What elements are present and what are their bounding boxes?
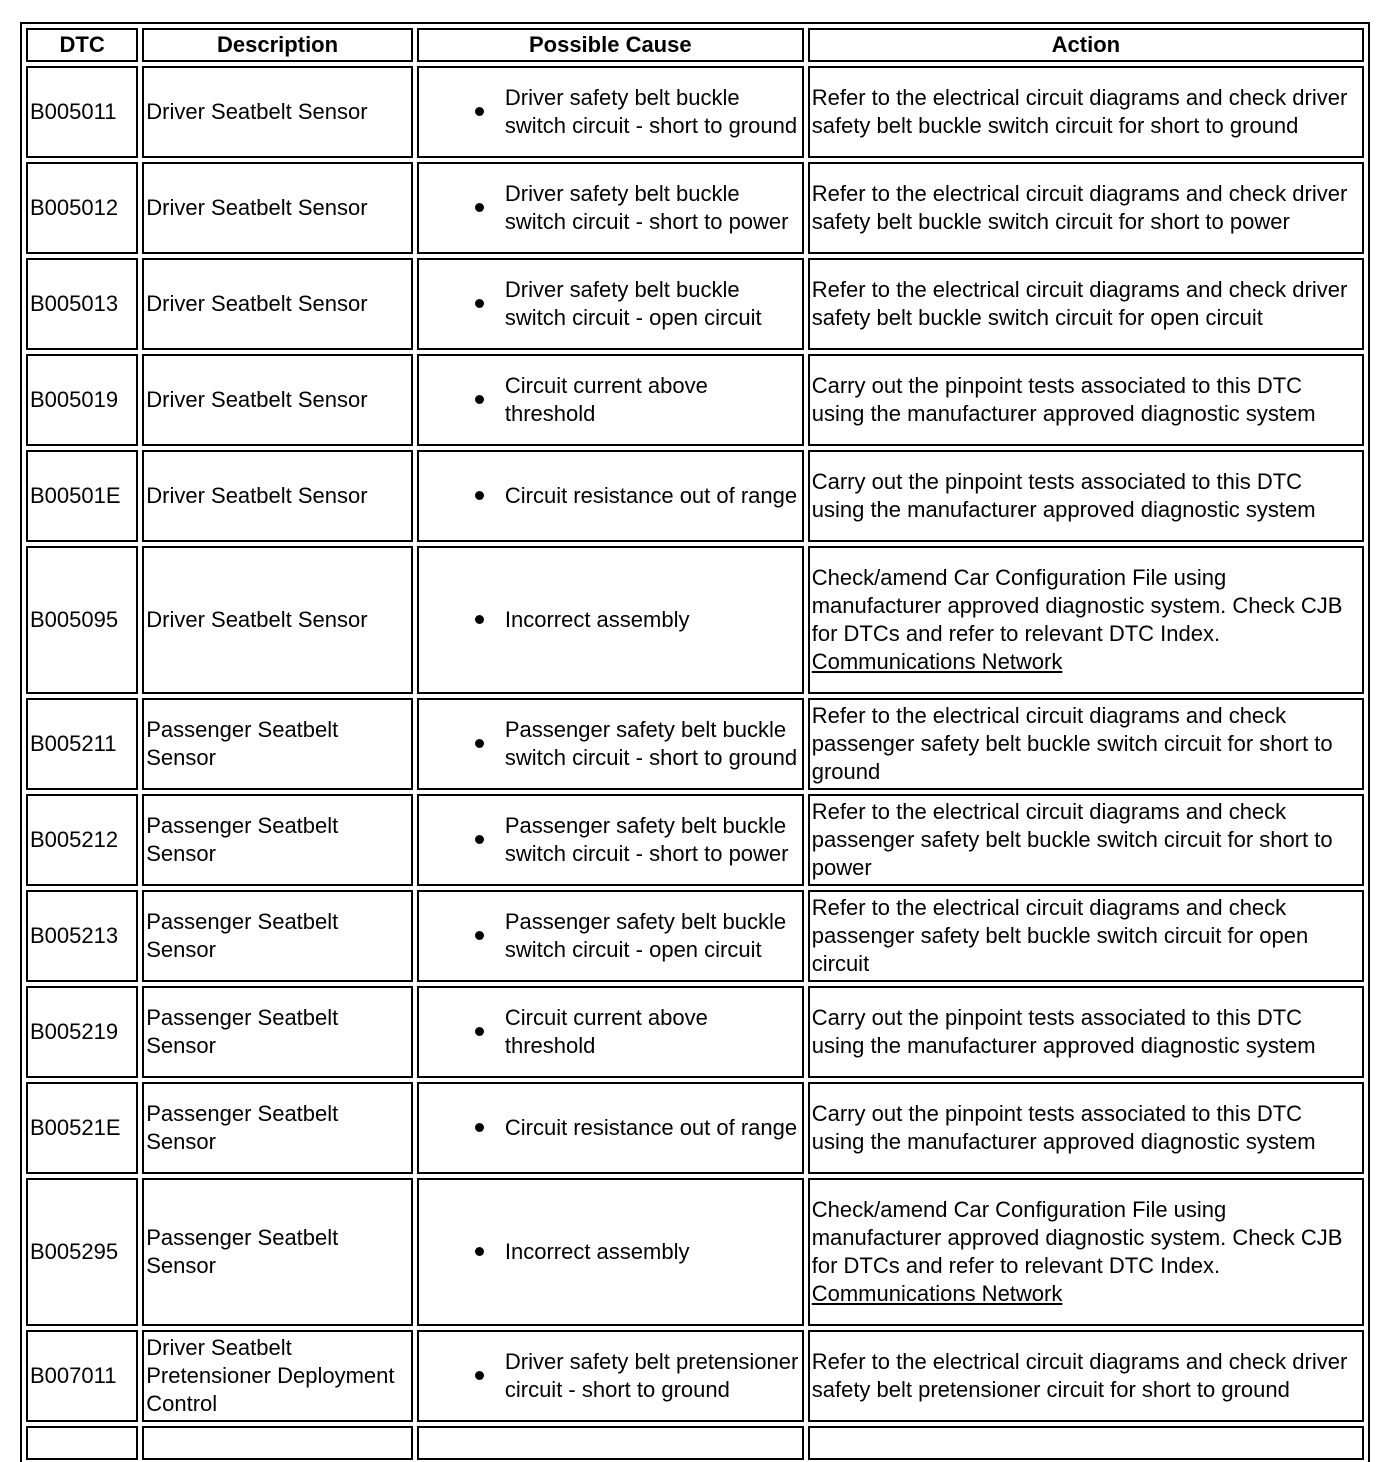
action-text: Check/amend Car Configuration File using manufacturer approved diagnostic system. Check CJB for DTCs and refer to relevant DTC Index.	[811, 1197, 1343, 1278]
dtc-table	[20, 22, 1370, 1462]
action-text: Refer to the electrical circuit diagrams and check passenger safety belt buckle switch circuit for short to ground	[811, 703, 1333, 784]
action-cell	[808, 258, 1364, 350]
possible-cause-text: Circuit current above threshold	[504, 373, 708, 426]
dtc-code: B005011	[26, 66, 138, 158]
dtc-code: B005213	[26, 890, 138, 982]
table-row	[26, 450, 1364, 542]
table-row	[26, 1178, 1364, 1326]
possible-cause-cell	[417, 450, 804, 542]
action-cell	[808, 890, 1364, 982]
header-action: Action	[808, 28, 1364, 62]
bullet-icon	[475, 835, 484, 844]
dtc-description: Driver Seatbelt Sensor	[142, 162, 413, 254]
possible-cause-text: Passenger safety belt buckle switch circuit - short to ground	[504, 717, 798, 770]
action-text: Carry out the pinpoint tests associated to this DTC using the manufacturer approved diagnostic system	[811, 1005, 1316, 1058]
dtc-description: Driver Seatbelt Pretensioner Deployment Control	[142, 1330, 413, 1422]
action-cell	[808, 794, 1364, 886]
table-row	[26, 890, 1364, 982]
possible-cause-cell	[417, 1178, 804, 1326]
table-row	[26, 546, 1364, 694]
possible-cause-text: Driver safety belt buckle switch circuit - short to ground	[504, 85, 798, 138]
dtc-description: Passenger Seatbelt Sensor	[142, 986, 413, 1078]
possible-cause-cell	[417, 546, 804, 694]
empty-cell	[417, 1426, 804, 1460]
possible-cause-text: Incorrect assembly	[504, 607, 690, 632]
bullet-icon	[475, 615, 484, 624]
bullet-icon	[475, 1371, 484, 1380]
header-dtc: DTC	[26, 28, 138, 62]
possible-cause-text: Passenger safety belt buckle switch circuit - open circuit	[504, 909, 787, 962]
action-cell	[808, 546, 1364, 694]
action-text: Refer to the electrical circuit diagrams and check driver safety belt buckle switch circuit for open circuit	[811, 277, 1348, 330]
table-row	[26, 354, 1364, 446]
table-row	[26, 698, 1364, 790]
action-text: Refer to the electrical circuit diagrams and check driver safety belt buckle switch circuit for short to power	[811, 181, 1348, 234]
possible-cause-text: Circuit resistance out of range	[504, 1115, 798, 1140]
table-row	[26, 986, 1364, 1078]
action-cell	[808, 986, 1364, 1078]
action-text: Carry out the pinpoint tests associated to this DTC using the manufacturer approved diagnostic system	[811, 469, 1316, 522]
bullet-icon	[475, 1027, 484, 1036]
action-text: Refer to the electrical circuit diagrams and check passenger safety belt buckle switch circuit for short to power	[811, 799, 1333, 880]
possible-cause-text: Circuit current above threshold	[504, 1005, 708, 1058]
possible-cause-cell	[417, 1082, 804, 1174]
possible-cause-cell	[417, 1330, 804, 1422]
possible-cause-cell	[417, 354, 804, 446]
possible-cause-cell	[417, 986, 804, 1078]
bullet-icon	[475, 739, 484, 748]
dtc-description: Driver Seatbelt Sensor	[142, 546, 413, 694]
action-cell	[808, 354, 1364, 446]
possible-cause-text: Incorrect assembly	[504, 1239, 690, 1264]
action-text: Check/amend Car Configuration File using manufacturer approved diagnostic system. Check CJB for DTCs and refer to relevant DTC Index.	[811, 565, 1343, 646]
table-row-partial	[26, 1426, 1364, 1460]
table-row	[26, 66, 1364, 158]
dtc-description: Driver Seatbelt Sensor	[142, 354, 413, 446]
possible-cause-cell	[417, 258, 804, 350]
possible-cause-cell	[417, 162, 804, 254]
possible-cause-text: Driver safety belt pretensioner circuit - short to ground	[504, 1349, 799, 1402]
possible-cause-cell	[417, 794, 804, 886]
dtc-description: Passenger Seatbelt Sensor	[142, 890, 413, 982]
possible-cause-text: Passenger safety belt buckle switch circuit - short to power	[504, 813, 789, 866]
action-cell	[808, 1082, 1364, 1174]
action-cell	[808, 162, 1364, 254]
table-row	[26, 1082, 1364, 1174]
table-row	[26, 794, 1364, 886]
table-row	[26, 258, 1364, 350]
bullet-icon	[475, 491, 484, 500]
action-cell	[808, 698, 1364, 790]
action-cell	[808, 66, 1364, 158]
action-cell	[808, 1330, 1364, 1422]
dtc-code: B005019	[26, 354, 138, 446]
bullet-icon	[475, 1247, 484, 1256]
header-possible-cause: Possible Cause	[417, 28, 804, 62]
bullet-icon	[475, 395, 484, 404]
possible-cause-cell	[417, 890, 804, 982]
possible-cause-cell	[417, 698, 804, 790]
dtc-description: Driver Seatbelt Sensor	[142, 66, 413, 158]
bullet-icon	[475, 299, 484, 308]
bullet-icon	[475, 1123, 484, 1132]
action-cell	[808, 450, 1364, 542]
dtc-code: B00521E	[26, 1082, 138, 1174]
dtc-code: B005295	[26, 1178, 138, 1326]
dtc-code: B005211	[26, 698, 138, 790]
dtc-code: B005212	[26, 794, 138, 886]
dtc-table-container	[20, 22, 1370, 1462]
action-text: Carry out the pinpoint tests associated to this DTC using the manufacturer approved diagnostic system	[811, 373, 1316, 426]
bullet-icon	[475, 203, 484, 212]
possible-cause-text: Driver safety belt buckle switch circuit - short to power	[504, 181, 789, 234]
possible-cause-text: Driver safety belt buckle switch circuit - open circuit	[504, 277, 762, 330]
dtc-code: B005013	[26, 258, 138, 350]
header-description: Description	[142, 28, 413, 62]
dtc-code: B005012	[26, 162, 138, 254]
action-text: Carry out the pinpoint tests associated to this DTC using the manufacturer approved diagnostic system	[811, 1101, 1316, 1154]
dtc-code: B007011	[26, 1330, 138, 1422]
action-text: Refer to the electrical circuit diagrams and check passenger safety belt buckle switch circuit for open circuit	[811, 895, 1309, 976]
table-body	[26, 66, 1364, 1460]
action-cell	[808, 1178, 1364, 1326]
bullet-icon	[475, 931, 484, 940]
dtc-description: Passenger Seatbelt Sensor	[142, 1178, 413, 1326]
dtc-description: Driver Seatbelt Sensor	[142, 450, 413, 542]
empty-cell	[808, 1426, 1364, 1460]
table-row	[26, 1330, 1364, 1422]
table-header-row	[26, 28, 1364, 62]
dtc-description: Passenger Seatbelt Sensor	[142, 698, 413, 790]
action-text: Refer to the electrical circuit diagrams and check driver safety belt buckle switch circuit for short to ground	[811, 85, 1348, 138]
action-text: Refer to the electrical circuit diagrams and check driver safety belt pretensioner circuit for short to ground	[811, 1349, 1348, 1402]
empty-cell	[26, 1426, 138, 1460]
dtc-description: Driver Seatbelt Sensor	[142, 258, 413, 350]
possible-cause-text: Circuit resistance out of range	[504, 483, 798, 508]
dtc-code: B005095	[26, 546, 138, 694]
communications-network-link[interactable]: Communications Network	[811, 649, 1063, 674]
dtc-description: Passenger Seatbelt Sensor	[142, 1082, 413, 1174]
table-row	[26, 162, 1364, 254]
dtc-description: Passenger Seatbelt Sensor	[142, 794, 413, 886]
empty-cell	[142, 1426, 413, 1460]
bullet-icon	[475, 107, 484, 116]
dtc-code: B00501E	[26, 450, 138, 542]
communications-network-link[interactable]: Communications Network	[811, 1281, 1063, 1306]
possible-cause-cell	[417, 66, 804, 158]
dtc-code: B005219	[26, 986, 138, 1078]
